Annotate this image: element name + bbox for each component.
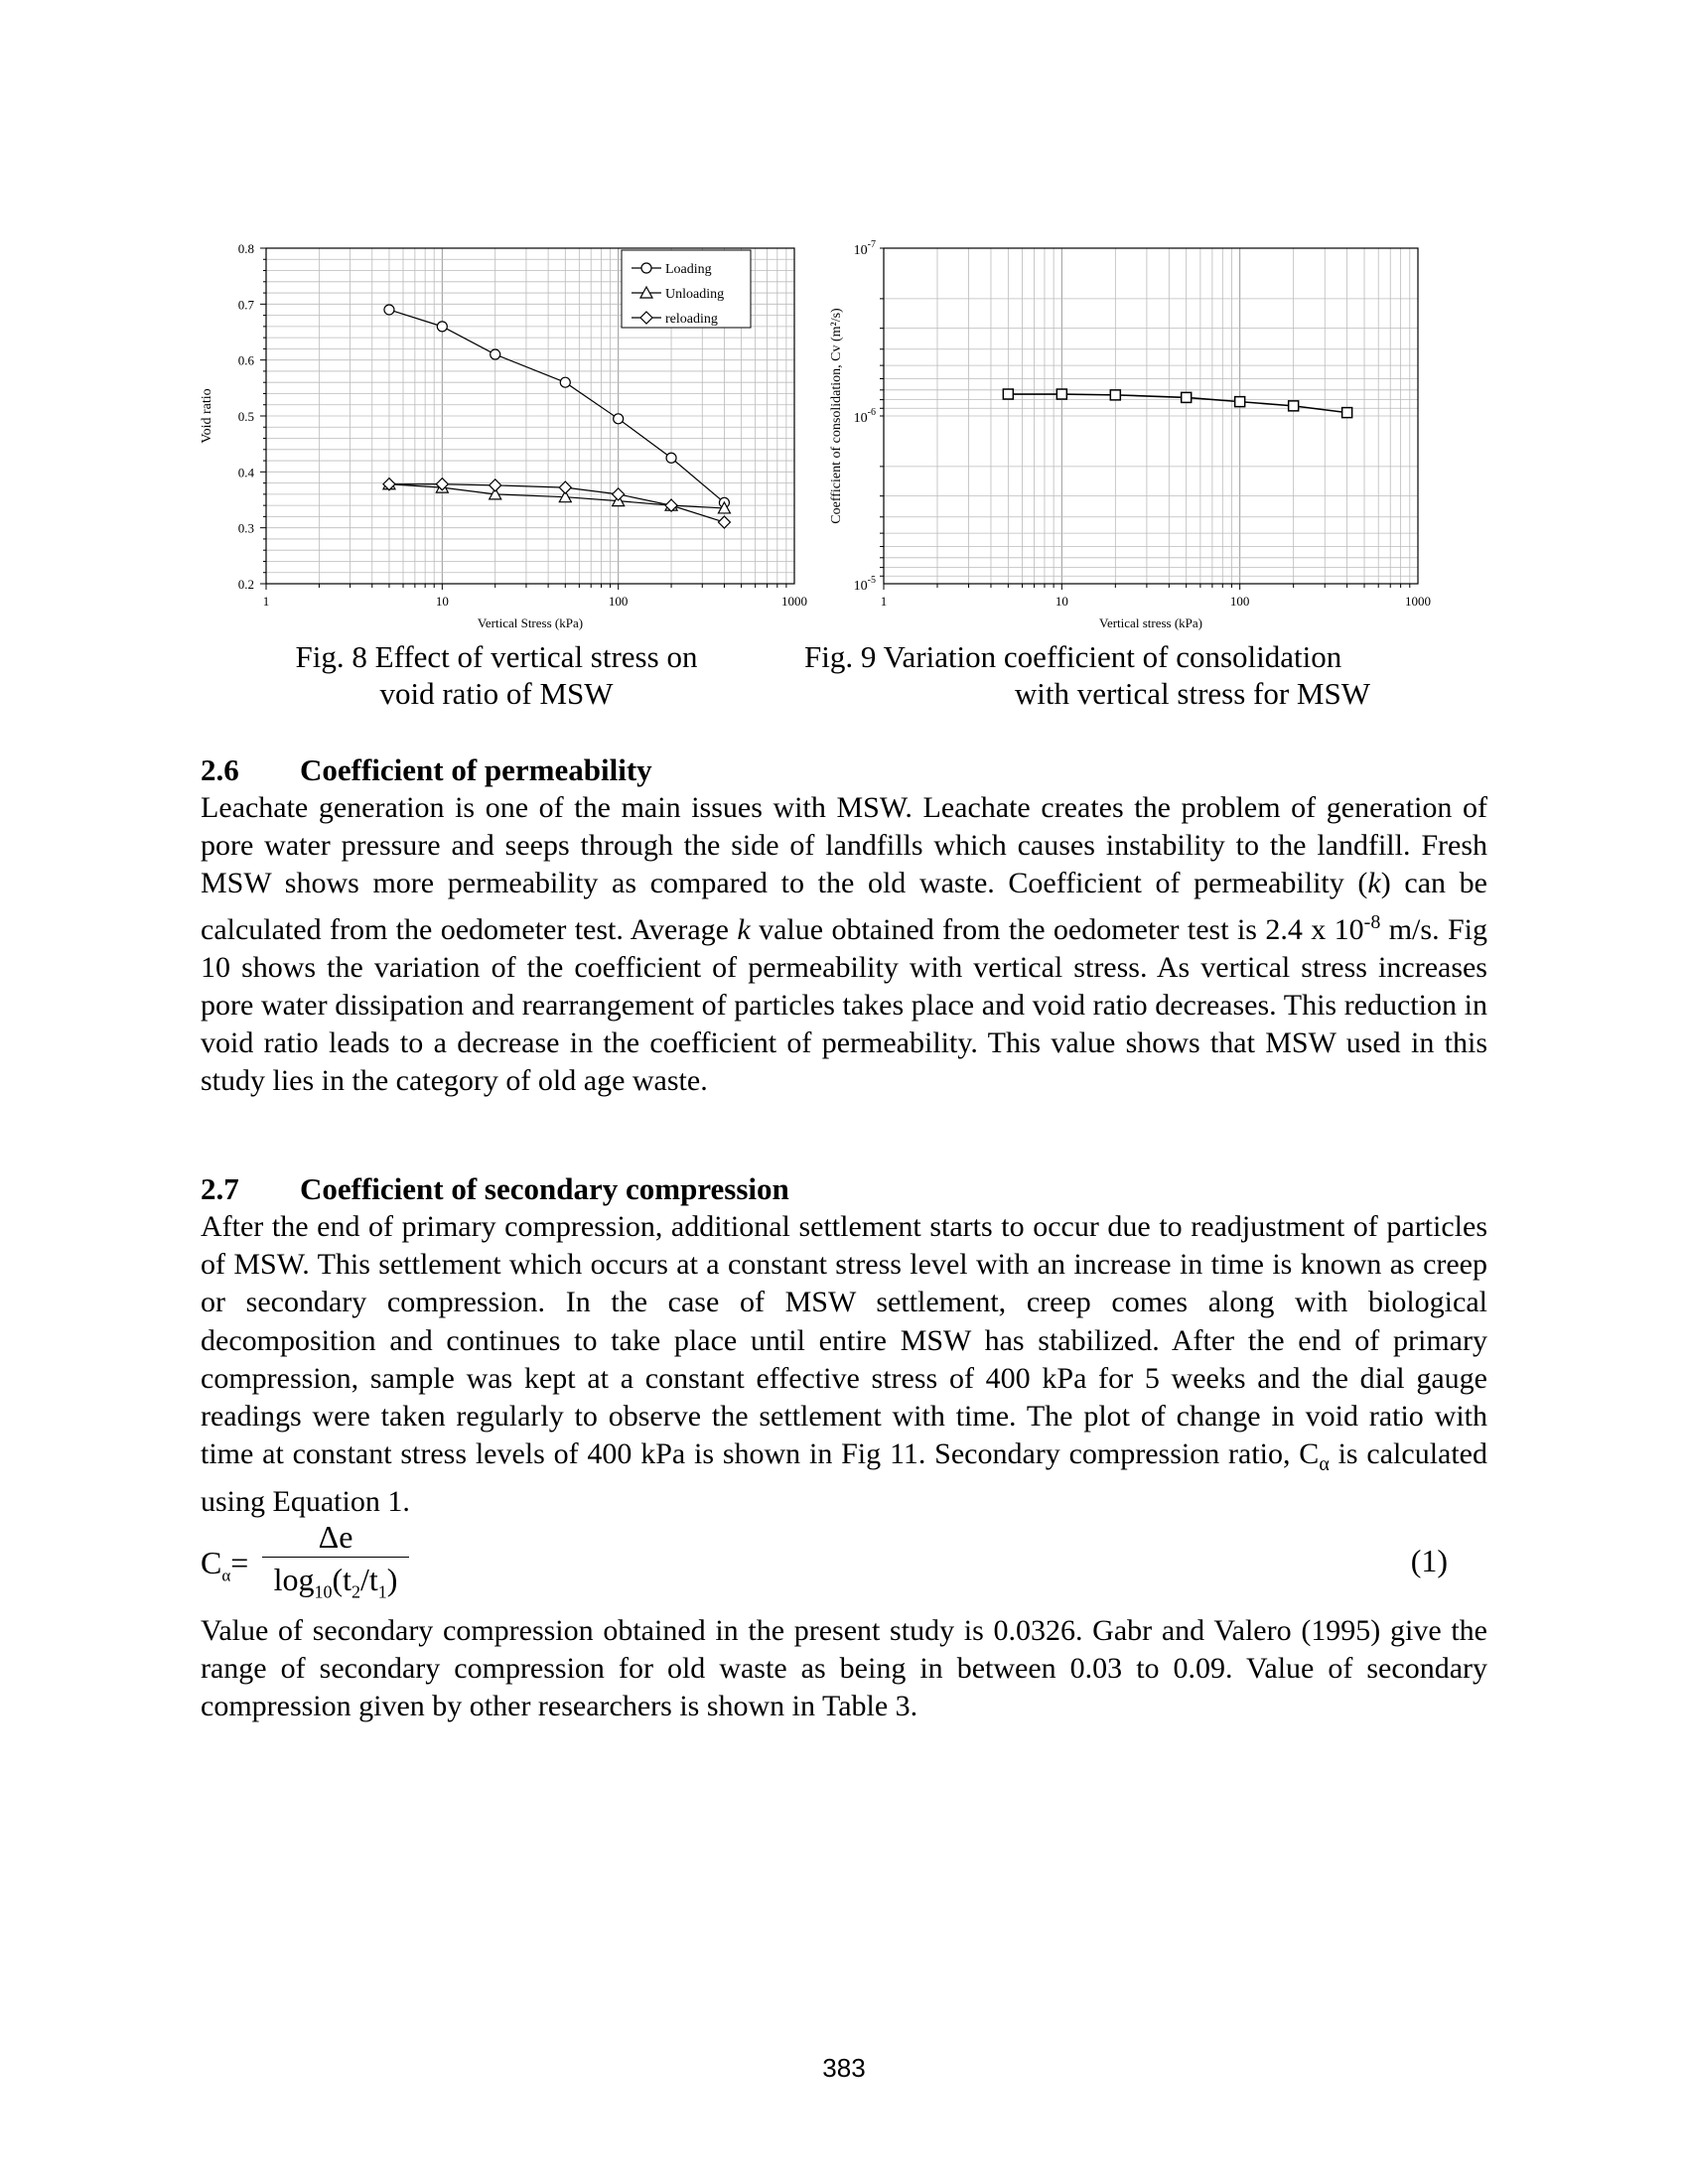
eq-log-base: 10 xyxy=(314,1581,333,1602)
data-point xyxy=(1110,390,1120,400)
x-tick-label: 1000 xyxy=(1405,594,1431,609)
data-point xyxy=(1235,397,1245,407)
x-tick-label: 1 xyxy=(262,594,270,609)
page-number: 383 xyxy=(822,2053,866,2083)
eq-t1-sub: 1 xyxy=(377,1581,387,1602)
figure-9-caption xyxy=(794,638,1390,712)
data-point-reloading xyxy=(718,516,730,528)
eq-fraction xyxy=(262,1517,409,1602)
section-2-7-paragraph xyxy=(201,1208,1487,1522)
figure-8-caption-line-2: void ratio of MSW xyxy=(379,676,614,711)
section-2-6-paragraph xyxy=(201,789,1487,1101)
y-tick-label: 0.7 xyxy=(237,297,254,313)
y-axis-label: Coefficient of consolidation, Cv (m²/s) xyxy=(829,308,844,524)
y-tick-label: $10^{-5}$ xyxy=(853,575,876,594)
subscript-alpha: α xyxy=(1319,1453,1330,1476)
text-run: m/s. Fig 10 shows the variation of the coefficient of permeability with vertical stress. As vertical stress increases pore water dissipation and rearrangement of particles takes place and void ratio decreases. This reduction in void ratio leads to a decrease in the coefficient of permeability. This value shows that MSW used in this study lies in the category of old age waste. xyxy=(201,912,1487,1098)
eq-numerator: Δe xyxy=(318,1519,353,1555)
data-point xyxy=(1003,389,1013,399)
x-axis-label: Vertical stress (kPa) xyxy=(1099,615,1202,630)
data-point xyxy=(1056,389,1066,399)
y-axis-label: Void ratio xyxy=(200,388,214,444)
figure-9-caption-line-2: with vertical stress for MSW xyxy=(1014,676,1370,711)
data-point xyxy=(1342,408,1352,418)
x-axis-label: Vertical Stress (kPa) xyxy=(477,615,584,630)
section-number: 2.7 xyxy=(201,1171,239,1206)
data-point xyxy=(1182,392,1192,402)
y-tick-label: $10^{-6}$ xyxy=(853,407,876,426)
section-title: Coefficient of secondary compression xyxy=(300,1171,789,1206)
y-tick-label: 0.3 xyxy=(237,520,254,536)
figure-9-consolidation-chart xyxy=(814,236,1450,633)
eq-t1: /t xyxy=(360,1562,378,1597)
text-run: is calculated using Equation 1. xyxy=(201,1437,1487,1519)
section-title: Coefficient of permeability xyxy=(300,752,652,787)
data-point-loading xyxy=(614,414,624,424)
data-point-loading xyxy=(384,305,394,315)
y-tick-label: $10^{-7}$ xyxy=(853,239,876,258)
eq-lhs xyxy=(201,1545,248,1585)
data-point-loading xyxy=(491,349,500,359)
y-tick-label: 0.4 xyxy=(237,465,254,480)
eq-log: log xyxy=(273,1562,315,1597)
legend-label-unloading: Unloading xyxy=(665,287,725,302)
y-tick-label: 0.5 xyxy=(237,409,254,424)
x-tick-label: 1 xyxy=(880,594,888,609)
legend-marker-loading xyxy=(641,263,651,273)
x-tick-label: 10 xyxy=(435,594,449,609)
eq-t2: (t xyxy=(332,1562,352,1597)
y-tick-label: 0.2 xyxy=(237,577,254,592)
data-point-reloading xyxy=(613,488,625,500)
legend-label-loading: Loading xyxy=(665,262,712,277)
section-2-6-heading xyxy=(201,752,652,788)
eq-close: ) xyxy=(386,1562,398,1597)
x-tick-label: 100 xyxy=(608,594,629,609)
data-point-loading xyxy=(560,377,570,387)
data-point-loading xyxy=(666,453,676,463)
eq-lhs-sub: α xyxy=(221,1566,231,1585)
legend-label-reloading: reloading xyxy=(665,312,718,327)
eq-equals: = xyxy=(230,1545,249,1580)
x-tick-label: 100 xyxy=(1229,594,1250,609)
eq-denominator xyxy=(262,1558,409,1602)
series-line-loading xyxy=(389,310,724,502)
text-run: Leachate generation is one of the main issues with MSW. Leachate creates the problem of generation of pore water pressure and seeps through the side of landfills which causes instability to the landfill. Fresh MSW shows more permeability as compared to the old waste. Coefficient of permeability ( xyxy=(201,791,1487,900)
eq-number: (1) xyxy=(1410,1543,1448,1578)
section-2-7-heading xyxy=(201,1171,789,1207)
symbol-k: k xyxy=(737,912,751,946)
y-tick-label: 0.6 xyxy=(237,352,254,368)
symbol-k: k xyxy=(1367,867,1381,900)
data-point-loading xyxy=(437,322,447,332)
x-tick-label: 10 xyxy=(1055,594,1068,609)
text-run: After the end of primary compression, additional settlement starts to occur due to readjustment of particles of MSW. This settlement which occurs at a constant stress level with an increase in time is known as creep or secondary compression. In the case of MSW settlement, creep comes along with biological decomposition and continues to take place until entire MSW has stabilized. After the end of primary compression, sample was kept at a constant effective stress of 400 kPa for 5 weeks and the dial gauge readings were taken regularly to observe the settlement with time. The plot of change in void ratio with time at constant stress levels of 400 kPa is shown in Fig 11. Secondary compression ratio, C xyxy=(201,1210,1487,1471)
equation-1 xyxy=(201,1517,1487,1606)
figure-9-caption-line-1: Fig. 9 Variation coefficient of consolidation xyxy=(804,639,1342,674)
y-tick-label: 0.8 xyxy=(237,241,254,256)
data-point-reloading xyxy=(490,479,501,491)
exponent: -8 xyxy=(1363,910,1381,933)
section-number: 2.6 xyxy=(201,752,239,787)
text-run: value obtained from the oedometer test is 2.4 x 10 xyxy=(750,912,1364,946)
figure-8-caption xyxy=(248,638,745,712)
section-2-7-closing-paragraph: Value of secondary compression obtained in the present study is 0.0326. Gabr and Valero (1995) give the range of secondary compression for old waste as being in between 0.03 to 0.09. Value of secondary compression given by other researchers is shown in Table 3. xyxy=(201,1614,1487,1723)
figure-8-void-ratio-chart xyxy=(189,236,824,633)
eq-lhs-symbol: C xyxy=(201,1545,222,1580)
text-run: ) can be calculated from the oedometer test. Average xyxy=(201,867,1487,946)
eq-t2-sub: 2 xyxy=(352,1581,360,1602)
x-tick-label: 1000 xyxy=(781,594,807,609)
data-point xyxy=(1289,401,1299,411)
figure-8-caption-line-1: Fig. 8 Effect of vertical stress on xyxy=(295,639,698,674)
